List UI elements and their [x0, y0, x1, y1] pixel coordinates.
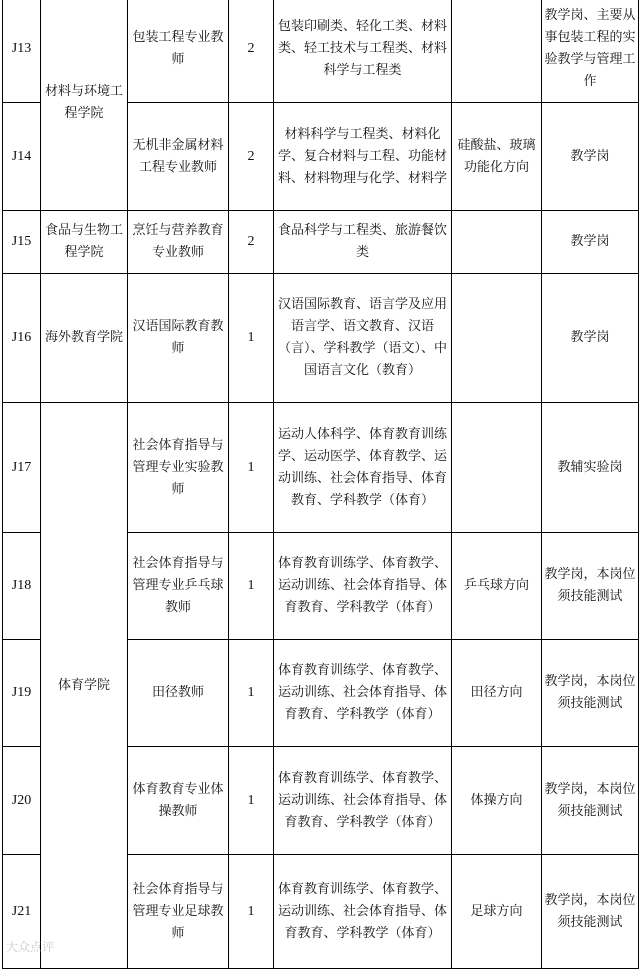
direction-cell: 田径方向 — [452, 640, 542, 747]
headcount-cell: 2 — [229, 103, 274, 211]
headcount-cell: 2 — [229, 211, 274, 274]
position-cell: 社会体育指导与管理专业实验教师 — [128, 403, 229, 533]
department-cell: 食品与生物工程学院 — [41, 211, 128, 274]
department-cell: 材料与环境工程学院 — [41, 0, 128, 211]
direction-cell: 乒乓球方向 — [452, 533, 542, 640]
majors-cell: 汉语国际教育、语言学及应用语言学、语文教育、汉语（言）、学科教学（语文）、中国语言文化（教育） — [274, 274, 452, 403]
position-cell: 汉语国际教育教师 — [128, 274, 229, 403]
headcount-cell: 1 — [229, 855, 274, 969]
remark-cell: 教学岗 — [542, 103, 639, 211]
headcount-cell: 1 — [229, 640, 274, 747]
table-row — [3, 0, 639, 103]
position-cell: 体育教育专业体操教师 — [128, 747, 229, 855]
position-cell: 社会体育指导与管理专业乒乓球教师 — [128, 533, 229, 640]
remark-cell: 教学岗 — [542, 211, 639, 274]
headcount-cell: 1 — [229, 533, 274, 640]
direction-cell — [452, 0, 542, 103]
position-cell: 包装工程专业教师 — [128, 0, 229, 103]
position-cell: 无机非金属材料工程专业教师 — [128, 103, 229, 211]
position-cell: 田径教师 — [128, 640, 229, 747]
post-code: J20 — [3, 747, 41, 855]
post-code: J18 — [3, 533, 41, 640]
department-cell: 体育学院 — [41, 403, 128, 969]
headcount-cell: 2 — [229, 0, 274, 103]
remark-cell: 教学岗、主要从事包装工程的实验教学与管理工作 — [542, 0, 639, 103]
direction-cell — [452, 274, 542, 403]
majors-cell: 体育教育训练学、体育教学、运动训练、社会体育指导、体育教育、学科教学（体育） — [274, 855, 452, 969]
position-cell: 烹饪与营养教育专业教师 — [128, 211, 229, 274]
position-cell: 社会体育指导与管理专业足球教师 — [128, 855, 229, 969]
post-code: J15 — [3, 211, 41, 274]
post-code: J16 — [3, 274, 41, 403]
remark-cell: 教辅实验岗 — [542, 403, 639, 533]
majors-cell: 体育教育训练学、体育教学、运动训练、社会体育指导、体育教育、学科教学（体育） — [274, 640, 452, 747]
direction-cell — [452, 403, 542, 533]
post-code: J19 — [3, 640, 41, 747]
table-row — [3, 403, 639, 533]
table-row — [3, 274, 639, 403]
remark-cell: 教学岗，本岗位须技能测试 — [542, 640, 639, 747]
headcount-cell: 1 — [229, 747, 274, 855]
post-code: J21 — [3, 855, 41, 969]
remark-cell: 教学岗，本岗位须技能测试 — [542, 747, 639, 855]
watermark: 大众点评 — [6, 940, 55, 954]
headcount-cell: 1 — [229, 403, 274, 533]
table-row — [3, 211, 639, 274]
post-code: J17 — [3, 403, 41, 533]
post-code: J14 — [3, 103, 41, 211]
remark-cell: 教学岗，本岗位须技能测试 — [542, 855, 639, 969]
direction-cell — [452, 211, 542, 274]
headcount-cell: 1 — [229, 274, 274, 403]
majors-cell: 材料科学与工程类、材料化学、复合材料与工程、功能材料、材料物理与化学、材料学 — [274, 103, 452, 211]
remark-cell: 教学岗 — [542, 274, 639, 403]
department-cell: 海外教育学院 — [41, 274, 128, 403]
direction-cell: 硅酸盐、玻璃功能化方向 — [452, 103, 542, 211]
recruitment-table — [2, 0, 639, 969]
direction-cell: 足球方向 — [452, 855, 542, 969]
post-code: J13 — [3, 0, 41, 103]
majors-cell: 体育教育训练学、体育教学、运动训练、社会体育指导、体育教育、学科教学（体育） — [274, 747, 452, 855]
majors-cell: 包装印刷类、轻化工类、材料类、轻工技术与工程类、材料科学与工程类 — [274, 0, 452, 103]
majors-cell: 体育教育训练学、体育教学、运动训练、社会体育指导、体育教育、学科教学（体育） — [274, 533, 452, 640]
direction-cell: 体操方向 — [452, 747, 542, 855]
remark-cell: 教学岗，本岗位须技能测试 — [542, 533, 639, 640]
majors-cell: 食品科学与工程类、旅游餐饮类 — [274, 211, 452, 274]
majors-cell: 运动人体科学、体育教育训练学、运动医学、体育教学、运动训练、社会体育指导、体育教育、学科教学（体育） — [274, 403, 452, 533]
